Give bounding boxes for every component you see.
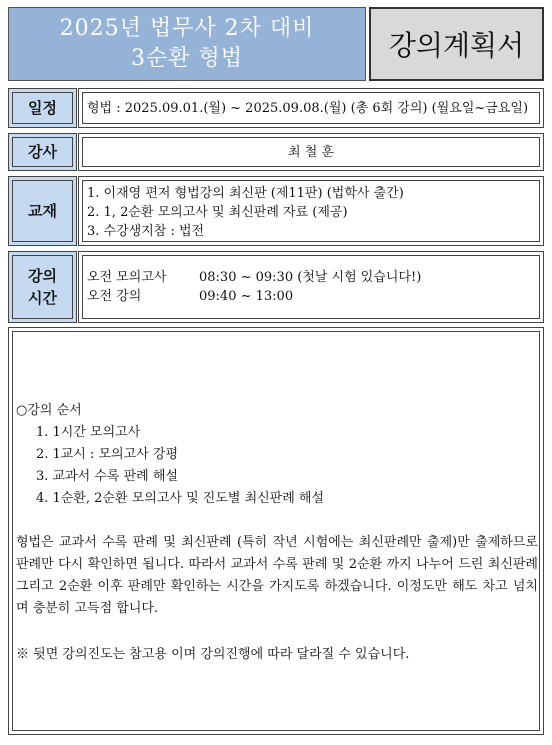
- textbook-value: [78, 176, 544, 246]
- textbook-label-text: 교재: [28, 202, 57, 220]
- instructor-value: [78, 133, 544, 171]
- time-slot-name: 오전 강의: [87, 289, 142, 304]
- time-slot: [87, 268, 535, 287]
- textbook-item: 2. 1, 2순환 모의고사 및 최신판례 자료 (제공): [87, 205, 348, 220]
- schedule-value-text: 형법 : 2025.09.01.(월) ~ 2025.09.08.(월) (총 6회 강의) (월요일~금요일): [87, 100, 529, 116]
- textbook-label: [8, 176, 77, 246]
- lecture-time-label-line2: 시간: [28, 289, 57, 307]
- time-slot-name: 오전 모의고사: [87, 270, 167, 285]
- textbook-item: 1. 이재영 편저 형법강의 최신판 (제11판) (법학사 출간): [87, 186, 404, 201]
- lecture-time-label: [8, 251, 77, 323]
- document-title: [369, 7, 544, 81]
- lecture-order-item: 4. 1순환, 2순환 모의고사 및 진도별 최신판례 해설: [36, 491, 325, 506]
- lecture-order-heading: ○강의 순서: [16, 403, 82, 418]
- schedule-label-text: 일정: [28, 99, 57, 117]
- time-slot: [87, 287, 535, 306]
- course-title-line2: 3순환 형법: [131, 46, 243, 71]
- time-slot-time: 08:30 ~ 09:30 (첫날 시험 있습니다!): [199, 270, 422, 285]
- progress-note: ※ 뒷면 강의진도는 참고용 이며 강의진행에 따라 달라질 수 있습니다.: [16, 647, 410, 662]
- time-slot-time: 09:40 ~ 13:00: [199, 289, 294, 304]
- document-title-text: 강의계획서: [388, 29, 525, 62]
- course-content-box: [8, 327, 544, 735]
- schedule-value: [78, 88, 544, 128]
- course-title-line1: 2025년 법무사 2차 대비: [59, 16, 315, 41]
- instructor-label-text: 강사: [28, 143, 57, 161]
- textbook-item: 3. 수강생지참 : 법전: [87, 224, 205, 239]
- lecture-time-label-line1: 강의: [28, 267, 57, 285]
- course-description: 형법은 교과서 수록 판례 및 최신판례 (특히 작년 시험에는 최신판례만 출제)만 출제하므로 판례만 다시 확인하면 됩니다. 따라서 교과서 수록 판례 및 2순환 까지 나누어 드린 최신판례 그리고 2순환 이후 판례만 확인하는 시간을 가지도록 하겠습니다. 이정도만 해도 차고 넘치며 충분히 고득점 합니다.: [16, 535, 538, 616]
- course-title-banner: [8, 7, 366, 81]
- instructor-name: 최 철 훈: [288, 144, 334, 160]
- lecture-order-item: 3. 교과서 수록 판례 해설: [36, 469, 178, 484]
- instructor-label: [8, 133, 77, 171]
- lecture-order-item: 1. 1시간 모의고사: [36, 425, 141, 440]
- lecture-time-value: [78, 251, 544, 323]
- schedule-label: [8, 88, 77, 128]
- lecture-order-item: 2. 1교시 : 모의고사 강평: [36, 447, 179, 462]
